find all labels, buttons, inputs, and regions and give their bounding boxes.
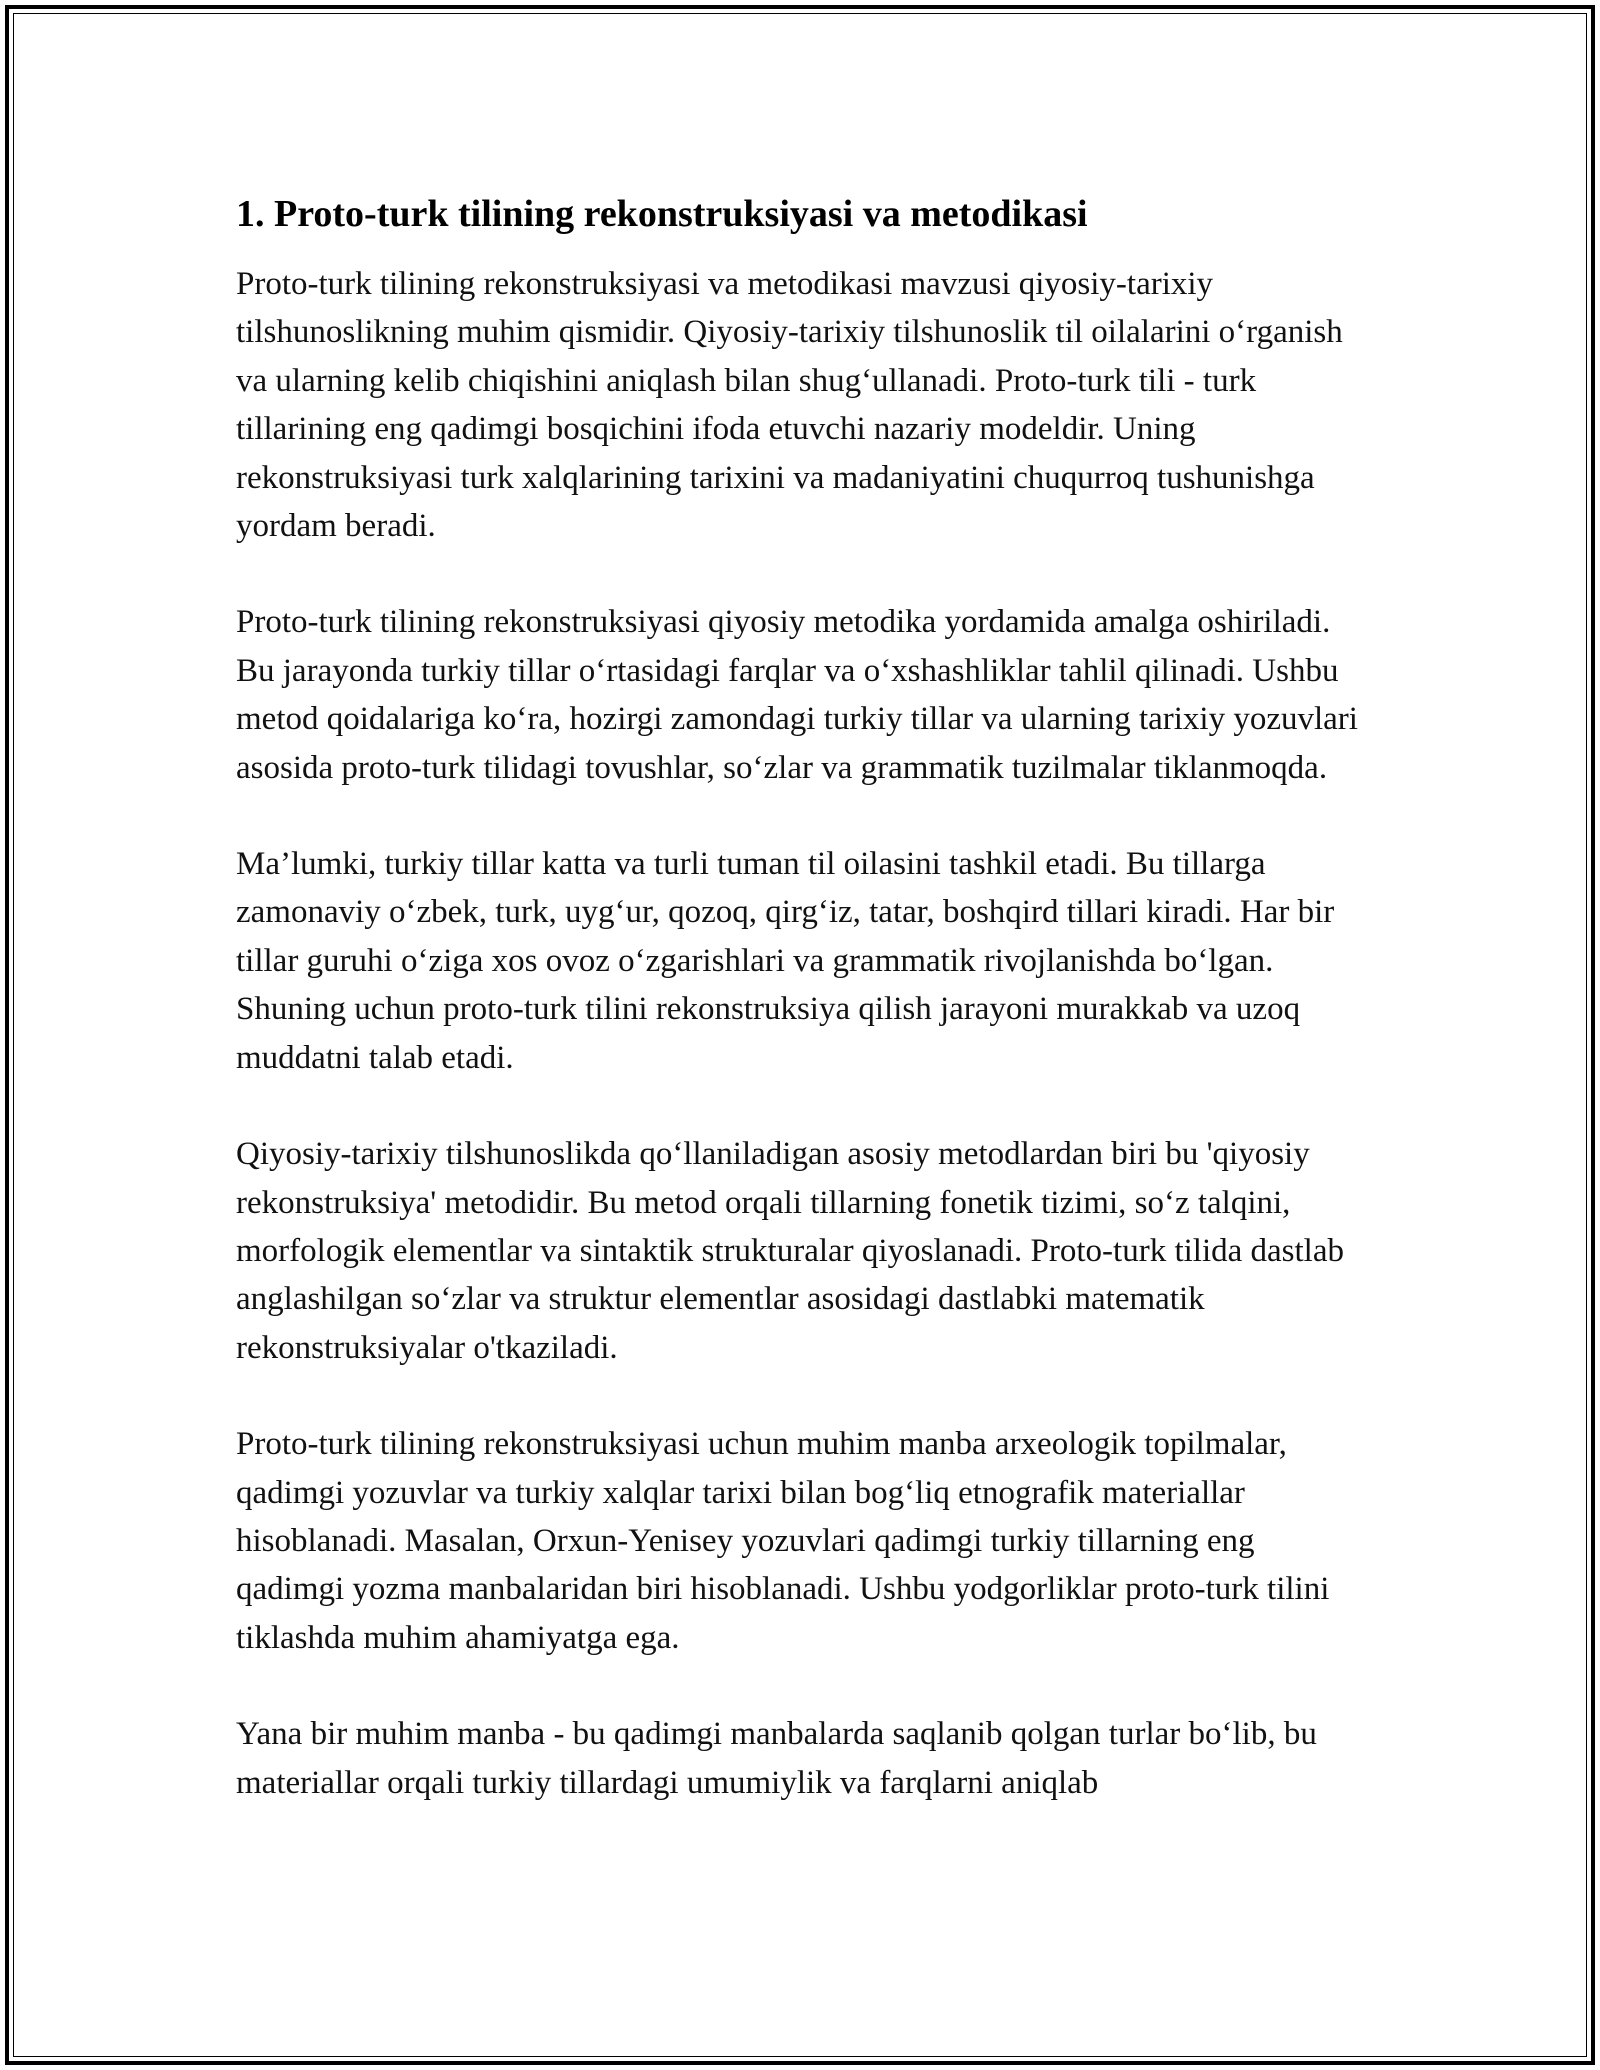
paragraph-1: Proto-turk tilining rekonstruksiyasi va metodikasi mavzusi qiyosiy-tarixiy tilshunoslikning muhim qismidir. Qiyosiy-tarixiy tilshunoslik til oilalarini oʻrganish va ularning kelib chiqishini aniqlash bilan shugʻullanadi. Proto-turk tili - turk tillarining eng qadimgi bosqichini ifoda etuvchi nazariy modeldir. Uning rekonstruksiyasi turk xalqlarining tarixini va madaniyatini chuqurroq tushunishga yordam beradi. [236, 266, 1343, 545]
paragraph-5: Proto-turk tilining rekonstruksiyasi uchun muhim manba arxeologik topilmalar, qadimgi yozuvlar va turkiy xalqlar tarixi bilan bogʻliq etnografik materiallar hisoblanadi. Masalan, Orxun-Yenisey yozuvlari qadimgi turkiy tillarning eng qadimgi yozma manbalaridan biri hisoblanadi. Ushbu yodgorliklar proto-turk tilini tiklashda muhim ahamiyatga ega. [236, 1426, 1330, 1656]
document-body [236, 186, 1366, 1855]
paragraph-3: Ma’lumki, turkiy tillar katta va turli tuman til oilasini tashkil etadi. Bu tillarga zamonaviy oʻzbek, turk, uygʻur, qozoq, qirgʻiz, tatar, boshqird tillari kiradi. Har bir tillar guruhi oʻziga xos ovoz oʻzgarishlari va grammatik rivojlanishda boʻlgan. Shuning uchun proto-turk tilini rekonstruksiya qilish jarayoni murakkab va uzoq muddatni talab etadi. [236, 846, 1335, 1076]
section-heading: 1. Proto-turk tilining rekonstruksiyasi va metodikasi [236, 193, 1088, 235]
paragraph-6: Yana bir muhim manba - bu qadimgi manbalarda saqlanib qolgan turlar boʻlib, bu materiallar orqali turkiy tillardagi umumiylik va farqlarni aniqlab [236, 1716, 1317, 1801]
paragraph-2: Proto-turk tilining rekonstruksiyasi qiyosiy metodika yordamida amalga oshiriladi. Bu jarayonda turkiy tillar oʻrtasidagi farqlar va oʻxshashliklar tahlil qilinadi. Ushbu metod qoidalariga koʻra, hozirgi zamondagi turkiy tillar va ularning tarixiy yozuvlari asosida proto-turk tilidagi tovushlar, soʻzlar va grammatik tuzilmalar tiklanmoqda. [236, 604, 1358, 786]
paragraph-4: Qiyosiy-tarixiy tilshunoslikda qoʻllaniladigan asosiy metodlardan biri bu 'qiyosiy rekonstruksiya' metodidir. Bu metod orqali tillarning fonetik tizimi, soʻz talqini, morfologik elementlar va sintaktik strukturalar qiyoslanadi. Proto-turk tilida dastlab anglashilgan soʻzlar va struktur elementlar asosidagi dastlabki matematik rekonstruksiyalar o'tkaziladi. [236, 1136, 1344, 1366]
